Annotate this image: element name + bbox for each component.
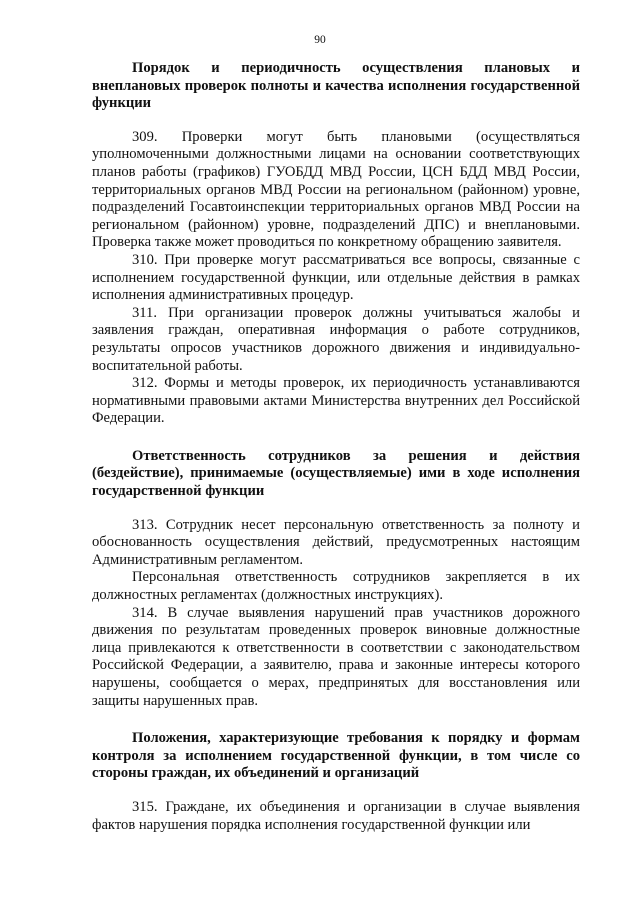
paragraph-personal-responsibility: Персональная ответственность сотрудников закрепляется в их должностных регламентах (должностных инструкциях). (92, 569, 580, 604)
paragraph-312: 312. Формы и методы проверок, их периодичность устанавливаются нормативными правовыми актами Министерства внутренних дел Российской Федерации. (92, 375, 580, 427)
section-heading-control: Положения, характеризующие требования к порядку и формам контроля за исполнением государственной функции, в том числе со стороны граждан, их объединений и организаций (92, 730, 580, 782)
paragraph-314: 314. В случае выявления нарушений прав участников дорожного движения по результатам проведенных проверок виновные должностные лица привлекаются к ответственности в соответствии с законодательством Российской Федерации, а заявителю, права и законные интересы которого нарушены, сообщается о мерах, предпринятых для восстановления или защиты нарушенных прав. (92, 604, 580, 709)
paragraph-311: 311. При организации проверок должны учитываться жалобы и заявления граждан, оперативная информация о работе сотрудников, результаты опросов участников дорожного движения и индивидуально-воспитательной работы. (92, 304, 580, 374)
paragraph-310: 310. При проверке могут рассматриваться все вопросы, связанные с исполнением государственной функции, или отдельные действия в рамках исполнения административных процедур. (92, 251, 580, 304)
page-content (92, 60, 580, 834)
paragraph-313: 313. Сотрудник несет персональную ответственность за полноту и обоснованность осуществления действий, предусмотренных настоящим Административным регламентом. (92, 516, 580, 568)
paragraph-315: 315. Граждане, их объединения и организации в случае выявления фактов нарушения порядка исполнения государственной функции или (92, 798, 580, 833)
section-heading-responsibility: Ответственность сотрудников за решения и действия (бездействие), принимаемые (осуществляемые) ими в ходе исполнения государственной функции (92, 447, 580, 500)
section-heading-inspections: Порядок и периодичность осуществления плановых и внеплановых проверок полноты и качества исполнения государственной функции (92, 60, 580, 112)
paragraph-309: 309. Проверки могут быть плановыми (осуществляться уполномоченными должностными лицами на основании соответствующих планов работы (графиков) ГУОБДД МВД России, ЦСН БДД МВД России, территориальных органов МВД России на региональном (районном) уровне, подразделений Госавтоинспекции территориальных органов МВД России на региональном (районном) уровне, подразделений ДПС) и внеплановыми. Проверка также может проводиться по конкретному обращению заявителя. (92, 128, 580, 251)
page-number: 90 (314, 34, 326, 46)
